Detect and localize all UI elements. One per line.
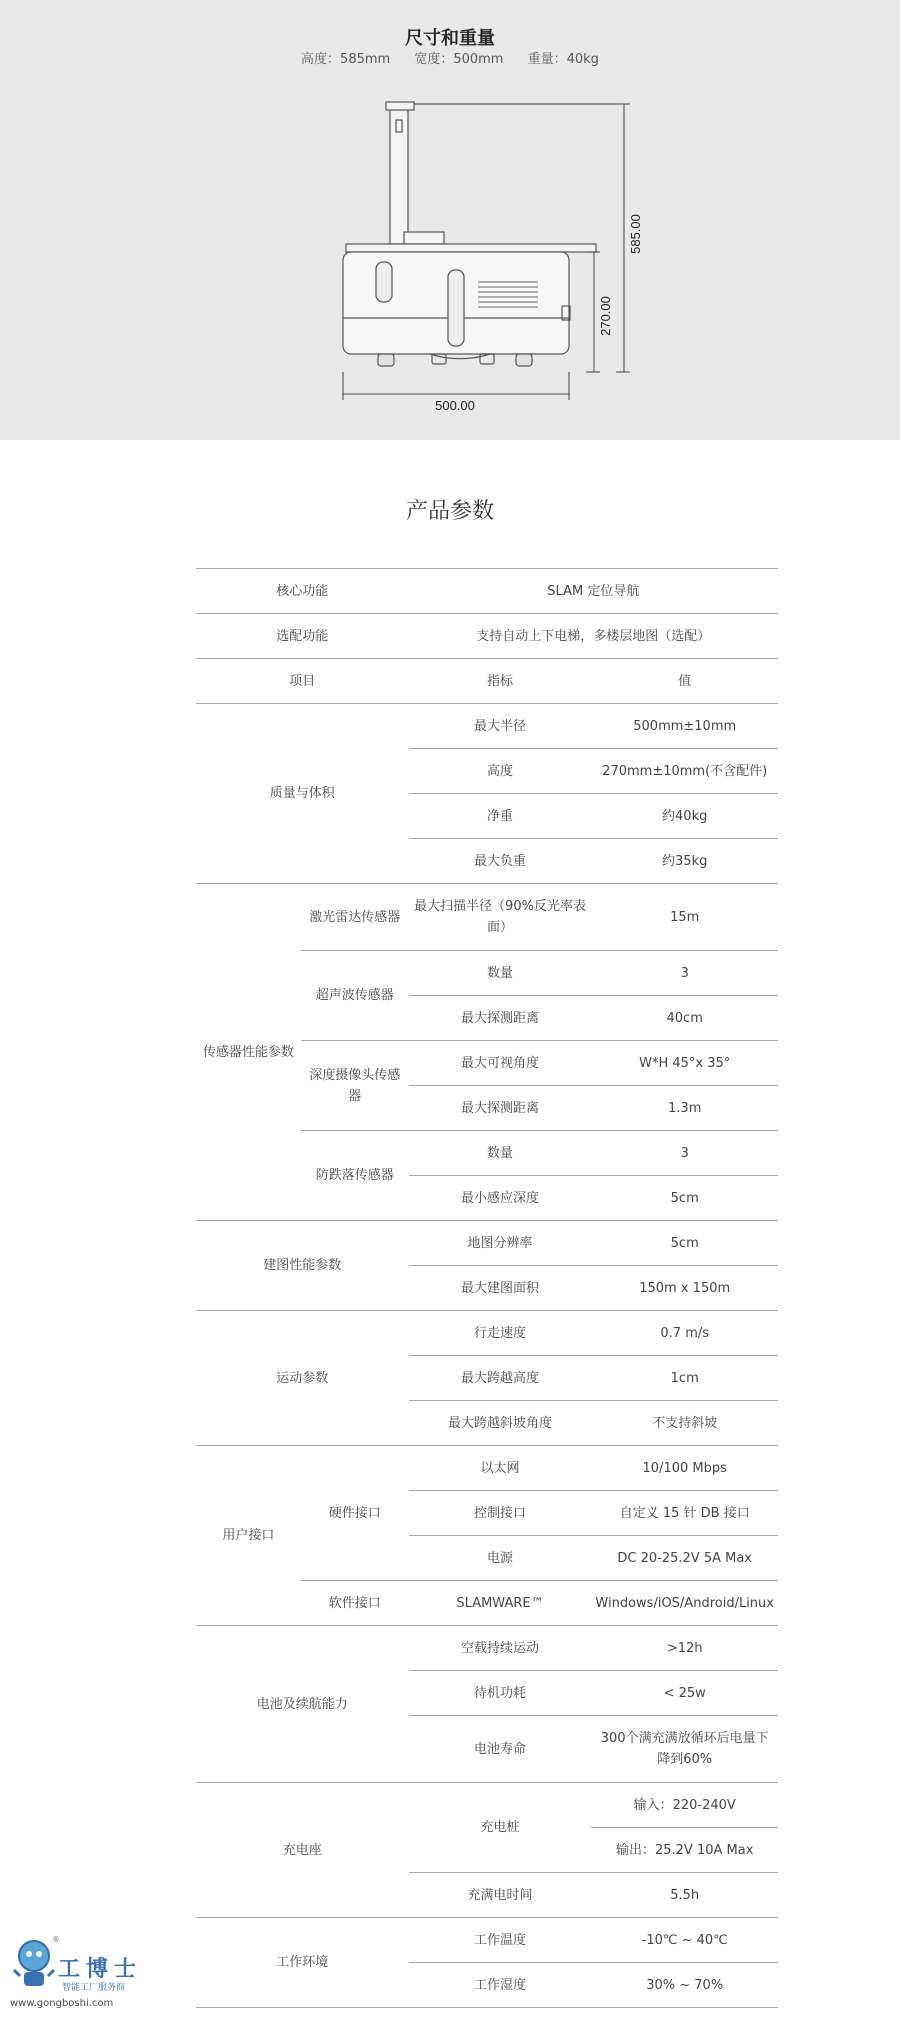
group-label: 质量与体积 bbox=[196, 704, 409, 884]
spec-label: 最大可视角度 bbox=[409, 1041, 592, 1086]
table-row bbox=[196, 1783, 778, 1828]
spec-label: 行走速度 bbox=[409, 1311, 592, 1356]
group-label: 电池及续航能力 bbox=[196, 1626, 409, 1783]
logo-tagline: 智能工厂服务商 bbox=[62, 1983, 126, 1993]
spec-value: 5cm bbox=[591, 1221, 778, 1266]
logo-name: 工博士 bbox=[58, 1957, 143, 1982]
group-label: 传感器性能参数 bbox=[196, 884, 301, 1221]
subgroup-label: 激光雷达传感器 bbox=[301, 884, 409, 951]
dimensions-title: 尺寸和重量 bbox=[405, 28, 495, 49]
spec-label: 最大跨越斜坡角度 bbox=[409, 1401, 592, 1446]
robot-outline-icon bbox=[343, 102, 616, 366]
spec-label: 待机功耗 bbox=[409, 1671, 592, 1716]
table-row bbox=[196, 1626, 778, 1671]
spec-value: 支持自动上下电梯，多楼层地图（选配） bbox=[409, 614, 778, 659]
spec-value: 自定义 15 针 DB 接口 bbox=[591, 1491, 778, 1536]
spec-label: SLAMWARE™ bbox=[409, 1581, 592, 1626]
table-header-row bbox=[196, 659, 778, 704]
spec-value: 300个满充满放循环后电量下降到60% bbox=[591, 1716, 778, 1783]
subgroup-label: 硬件接口 bbox=[301, 1446, 409, 1581]
logo-registered-mark: ® bbox=[52, 1935, 60, 1944]
table-row bbox=[196, 614, 778, 659]
spec-value: 5cm bbox=[591, 1176, 778, 1221]
spec-value: 约35kg bbox=[591, 839, 778, 884]
spec-value: 输出：25.2V 10A Max bbox=[591, 1828, 778, 1873]
header-value: 值 bbox=[591, 659, 778, 704]
width-summary: 宽度：500mm bbox=[414, 52, 504, 67]
spec-label: 最大半径 bbox=[409, 704, 592, 749]
table-row bbox=[196, 569, 778, 614]
group-label: 运动参数 bbox=[196, 1311, 409, 1446]
params-title: 产品参数 bbox=[405, 499, 494, 524]
spec-value: DC 20-25.2V 5A Max bbox=[591, 1536, 778, 1581]
table-row bbox=[196, 884, 778, 951]
header-index: 指标 bbox=[409, 659, 592, 704]
spec-value: 3 bbox=[591, 1131, 778, 1176]
spec-label: 数量 bbox=[409, 1131, 592, 1176]
group-label: 用户接口 bbox=[196, 1446, 301, 1626]
spec-label: 充满电时间 bbox=[409, 1873, 592, 1918]
spec-label: 空载持续运动 bbox=[409, 1626, 592, 1671]
spec-value: Windows/iOS/Android/Linux bbox=[591, 1581, 778, 1626]
spec-label: 最大探测距离 bbox=[409, 996, 592, 1041]
height-summary: 高度：585mm bbox=[301, 52, 391, 67]
spec-label: 地图分辨率 bbox=[409, 1221, 592, 1266]
spec-value: -10℃ ~ 40℃ bbox=[591, 1918, 778, 1963]
table-row bbox=[196, 1446, 778, 1491]
dimensions-section bbox=[0, 0, 900, 440]
logo-url: www.gongboshi.com bbox=[10, 1998, 114, 2009]
subgroup-label: 深度摄像头传感器 bbox=[301, 1041, 409, 1131]
spec-label: 最大跨越高度 bbox=[409, 1356, 592, 1401]
subgroup-label: 软件接口 bbox=[301, 1581, 409, 1626]
height-total-dimension: 585.00 bbox=[628, 214, 643, 254]
spec-label: 工作湿度 bbox=[409, 1963, 592, 2008]
spec-label: 充电桩 bbox=[409, 1783, 592, 1873]
spec-table bbox=[196, 568, 778, 2008]
spec-value: 0.7 m/s bbox=[591, 1311, 778, 1356]
spec-value: 3 bbox=[591, 951, 778, 996]
robot-dimension-drawing bbox=[0, 0, 900, 440]
spec-label: 核心功能 bbox=[196, 569, 409, 614]
spec-value: < 25w bbox=[591, 1671, 778, 1716]
subgroup-label: 超声波传感器 bbox=[301, 951, 409, 1041]
spec-label: 电源 bbox=[409, 1536, 592, 1581]
spec-value: 约40kg bbox=[591, 794, 778, 839]
spec-label: 工作温度 bbox=[409, 1918, 592, 1963]
spec-label: 最大建图面积 bbox=[409, 1266, 592, 1311]
spec-label: 控制接口 bbox=[409, 1491, 592, 1536]
spec-value: 500mm±10mm bbox=[591, 704, 778, 749]
spec-label: 以太网 bbox=[409, 1446, 592, 1491]
spec-value: 270mm±10mm(不含配件) bbox=[591, 749, 778, 794]
spec-value: 1.3m bbox=[591, 1086, 778, 1131]
header-item: 项目 bbox=[196, 659, 409, 704]
height-body-dimension: 270.00 bbox=[598, 296, 613, 336]
group-label: 充电座 bbox=[196, 1783, 409, 1918]
spec-label: 净重 bbox=[409, 794, 592, 839]
spec-label: 选配功能 bbox=[196, 614, 409, 659]
table-row bbox=[196, 704, 778, 749]
spec-label: 最大扫描半径（90%反光率表面） bbox=[409, 884, 592, 951]
spec-value: >12h bbox=[591, 1626, 778, 1671]
width-dimension: 500.00 bbox=[435, 398, 475, 413]
table-row bbox=[196, 1918, 778, 1963]
spec-value: 15m bbox=[591, 884, 778, 951]
spec-label: 数量 bbox=[409, 951, 592, 996]
subgroup-label: 防跌落传感器 bbox=[301, 1131, 409, 1221]
spec-value: SLAM 定位导航 bbox=[409, 569, 778, 614]
spec-value: 10/100 Mbps bbox=[591, 1446, 778, 1491]
group-label: 建图性能参数 bbox=[196, 1221, 409, 1311]
spec-value: W*H 45°x 35° bbox=[591, 1041, 778, 1086]
spec-value: 1cm bbox=[591, 1356, 778, 1401]
table-row bbox=[196, 1311, 778, 1356]
table-row bbox=[196, 1221, 778, 1266]
spec-label: 最小感应深度 bbox=[409, 1176, 592, 1221]
spec-value: 5.5h bbox=[591, 1873, 778, 1918]
spec-label: 最大探测距离 bbox=[409, 1086, 592, 1131]
spec-value: 30% ~ 70% bbox=[591, 1963, 778, 2008]
spec-value: 不支持斜坡 bbox=[591, 1401, 778, 1446]
spec-value: 40cm bbox=[591, 996, 778, 1041]
spec-label: 最大负重 bbox=[409, 839, 592, 884]
spec-value: 输入：220-240V bbox=[591, 1783, 778, 1828]
spec-value: 150m x 150m bbox=[591, 1266, 778, 1311]
spec-label: 高度 bbox=[409, 749, 592, 794]
group-label: 工作环境 bbox=[196, 1918, 409, 2008]
spec-label: 电池寿命 bbox=[409, 1716, 592, 1783]
weight-summary: 重量：40kg bbox=[527, 52, 599, 67]
